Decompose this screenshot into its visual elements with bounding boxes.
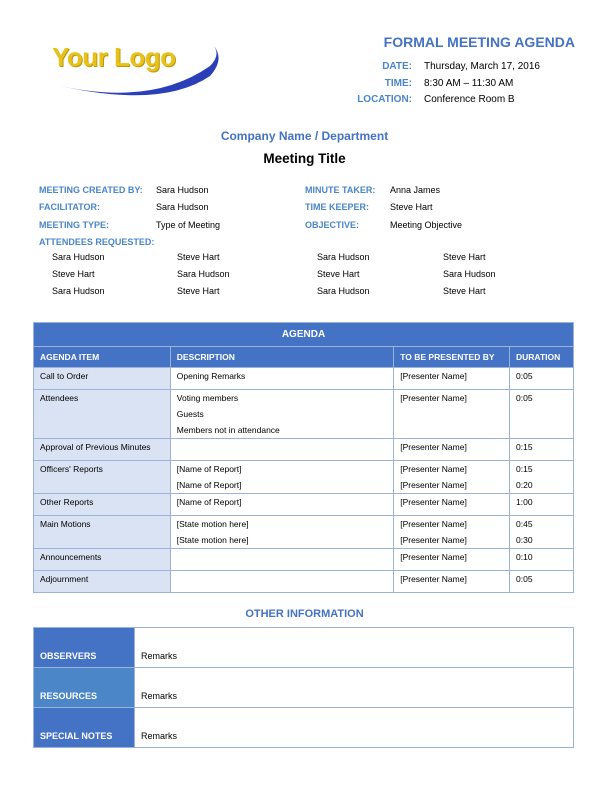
agenda-presenter-text: [Presenter Name] — [400, 393, 467, 403]
time-keeper-label: TIME KEEPER: — [305, 202, 370, 212]
column-header-description: DESCRIPTION — [170, 347, 393, 368]
attendees-label: ATTENDEES REQUESTED: — [39, 237, 155, 247]
agenda-duration-text: 0:45 — [516, 519, 533, 529]
agenda-row — [34, 516, 574, 549]
agenda-row — [34, 549, 574, 571]
created-by-label: MEETING CREATED BY: — [39, 185, 143, 195]
other-info-row — [34, 628, 574, 668]
attendee-name: Steve Hart — [317, 269, 360, 279]
other-information-table — [33, 627, 574, 748]
time-value: 8:30 AM – 11:30 AM — [424, 78, 514, 89]
agenda-item-cell — [34, 368, 171, 390]
other-information-title: OTHER INFORMATION — [245, 608, 364, 620]
agenda-description-text: Opening Remarks — [176, 371, 246, 381]
agenda-duration-cell — [510, 516, 574, 549]
attendee-name: Sara Hudson — [317, 252, 370, 262]
agenda-item-text: Other Reports — [40, 497, 94, 507]
column-header-agenda-item: AGENDA ITEM — [34, 347, 171, 368]
agenda-item-text: Announcements — [40, 552, 102, 562]
agenda-row — [34, 439, 574, 461]
company-name: Company Name / Department — [220, 129, 389, 143]
agenda-description-text: [Name of Report] — [176, 464, 242, 474]
other-info-label: OBSERVERS — [34, 628, 135, 668]
document-title: FORMAL MEETING AGENDA — [383, 34, 575, 50]
agenda-item-text: Approval of Previous Minutes — [40, 442, 151, 452]
column-header-duration: DURATION — [510, 347, 574, 368]
attendee-name: Sara Hudson — [52, 286, 105, 296]
agenda-item-cell — [34, 439, 171, 461]
attendee-name: Steve Hart — [443, 252, 486, 262]
agenda-presenter-text: [Presenter Name] — [400, 497, 467, 507]
agenda-presenter-cell — [394, 368, 510, 390]
agenda-item-cell — [34, 390, 171, 439]
agenda-presenter-text: [Presenter Name] — [400, 480, 467, 490]
agenda-duration-cell — [510, 368, 574, 390]
agenda-banner: AGENDA — [34, 323, 574, 347]
agenda-description-text — [171, 549, 393, 565]
meeting-type-label: MEETING TYPE: — [39, 220, 110, 230]
agenda-presenter-cell — [394, 390, 510, 439]
agenda-duration-text: 0:05 — [516, 371, 533, 381]
agenda-item-text: Adjournment — [40, 574, 89, 584]
agenda-item-cell — [34, 549, 171, 571]
attendee-name: Sara Hudson — [317, 286, 370, 296]
other-info-label: RESOURCES — [34, 668, 135, 708]
agenda-description-text: Guests — [176, 409, 204, 419]
date-label: DATE: — [382, 61, 412, 72]
agenda-presenter-text: [Presenter Name] — [400, 442, 467, 452]
agenda-description-text — [171, 439, 393, 455]
agenda-presenter-text: [Presenter Name] — [400, 519, 467, 529]
attendee-name: Steve Hart — [177, 286, 220, 296]
agenda-presenter-cell — [394, 549, 510, 571]
agenda-duration-cell — [510, 439, 574, 461]
agenda-row — [34, 461, 574, 494]
attendee-name: Sara Hudson — [177, 269, 230, 279]
time-keeper-value: Steve Hart — [390, 202, 433, 212]
agenda-presenter-text: [Presenter Name] — [400, 371, 467, 381]
agenda-item-cell — [34, 516, 171, 549]
other-info-row — [34, 708, 574, 748]
agenda-item-cell — [34, 571, 171, 593]
agenda-duration-cell — [510, 494, 574, 516]
agenda-duration-cell — [510, 571, 574, 593]
agenda-row — [34, 368, 574, 390]
agenda-description-text: [State motion here] — [176, 519, 249, 529]
agenda-description-text: [State motion here] — [176, 535, 249, 545]
agenda-row — [34, 390, 574, 439]
agenda-duration-cell — [510, 390, 574, 439]
agenda-description-cell — [170, 516, 393, 549]
agenda-duration-text: 0:05 — [516, 574, 533, 584]
agenda-presenter-text: [Presenter Name] — [400, 552, 467, 562]
agenda-presenter-cell — [394, 516, 510, 549]
agenda-presenter-cell — [394, 494, 510, 516]
agenda-description-cell — [170, 439, 393, 461]
created-by-value: Sara Hudson — [156, 185, 209, 195]
meeting-type-value: Type of Meeting — [156, 220, 221, 230]
agenda-duration-text: 0:05 — [516, 393, 533, 403]
agenda-description-cell — [170, 368, 393, 390]
date-value: Thursday, March 17, 2016 — [424, 61, 540, 72]
logo-text: Your Logo — [52, 42, 176, 72]
agenda-presenter-cell — [394, 461, 510, 494]
minute-taker-label: MINUTE TAKER: — [305, 185, 376, 195]
location-label: LOCATION: — [357, 94, 412, 105]
attendee-name: Sara Hudson — [52, 252, 105, 262]
meeting-title: Meeting Title — [263, 151, 346, 166]
agenda-item-text: Officers' Reports — [40, 464, 103, 474]
other-info-value: Remarks — [135, 628, 574, 668]
agenda-row — [34, 494, 574, 516]
agenda-presenter-text: [Presenter Name] — [400, 574, 467, 584]
other-info-value: Remarks — [135, 708, 574, 748]
objective-value: Meeting Objective — [390, 220, 463, 230]
agenda-duration-text: 0:20 — [516, 480, 533, 490]
column-header-presenter: TO BE PRESENTED BY — [394, 347, 510, 368]
agenda-duration-text: 1:00 — [516, 497, 533, 507]
attendee-name: Steve Hart — [52, 269, 95, 279]
other-info-row — [34, 668, 574, 708]
attendee-name: Steve Hart — [177, 252, 220, 262]
agenda-item-cell — [34, 461, 171, 494]
agenda-duration-text: 0:15 — [516, 442, 533, 452]
agenda-item-text: Main Motions — [40, 519, 91, 529]
agenda-presenter-text: [Presenter Name] — [400, 464, 467, 474]
time-label: TIME: — [384, 78, 412, 89]
agenda-item-text: Call to Order — [40, 371, 89, 381]
agenda-duration-cell — [510, 461, 574, 494]
agenda-description-cell — [170, 461, 393, 494]
attendee-name: Steve Hart — [443, 286, 486, 296]
minute-taker-value: Anna James — [390, 185, 441, 195]
agenda-description-text: Members not in attendance — [176, 425, 280, 435]
agenda-description-text: [Name of Report] — [176, 497, 242, 507]
agenda-item-text: Attendees — [40, 393, 79, 403]
agenda-item-cell — [34, 494, 171, 516]
agenda-description-text: Voting members — [176, 393, 239, 403]
agenda-presenter-text: [Presenter Name] — [400, 535, 467, 545]
other-info-label: SPECIAL NOTES — [34, 708, 135, 748]
agenda-duration-text: 0:15 — [516, 464, 533, 474]
agenda-description-text — [171, 571, 393, 587]
agenda-row — [34, 571, 574, 593]
agenda-duration-text: 0:30 — [516, 535, 533, 545]
attendee-name: Sara Hudson — [443, 269, 496, 279]
facilitator-value: Sara Hudson — [156, 202, 209, 212]
agenda-presenter-cell — [394, 439, 510, 461]
agenda-table — [33, 322, 574, 593]
facilitator-label: FACILITATOR: — [39, 202, 100, 212]
agenda-duration-cell — [510, 549, 574, 571]
agenda-description-cell — [170, 494, 393, 516]
objective-label: OBJECTIVE: — [305, 220, 360, 230]
agenda-duration-text: 0:10 — [516, 552, 533, 562]
agenda-description-text: [Name of Report] — [176, 480, 242, 490]
other-info-value: Remarks — [135, 668, 574, 708]
agenda-description-cell — [170, 549, 393, 571]
location-value: Conference Room B — [424, 94, 515, 105]
agenda-description-cell — [170, 571, 393, 593]
agenda-presenter-cell — [394, 571, 510, 593]
agenda-description-cell — [170, 390, 393, 439]
